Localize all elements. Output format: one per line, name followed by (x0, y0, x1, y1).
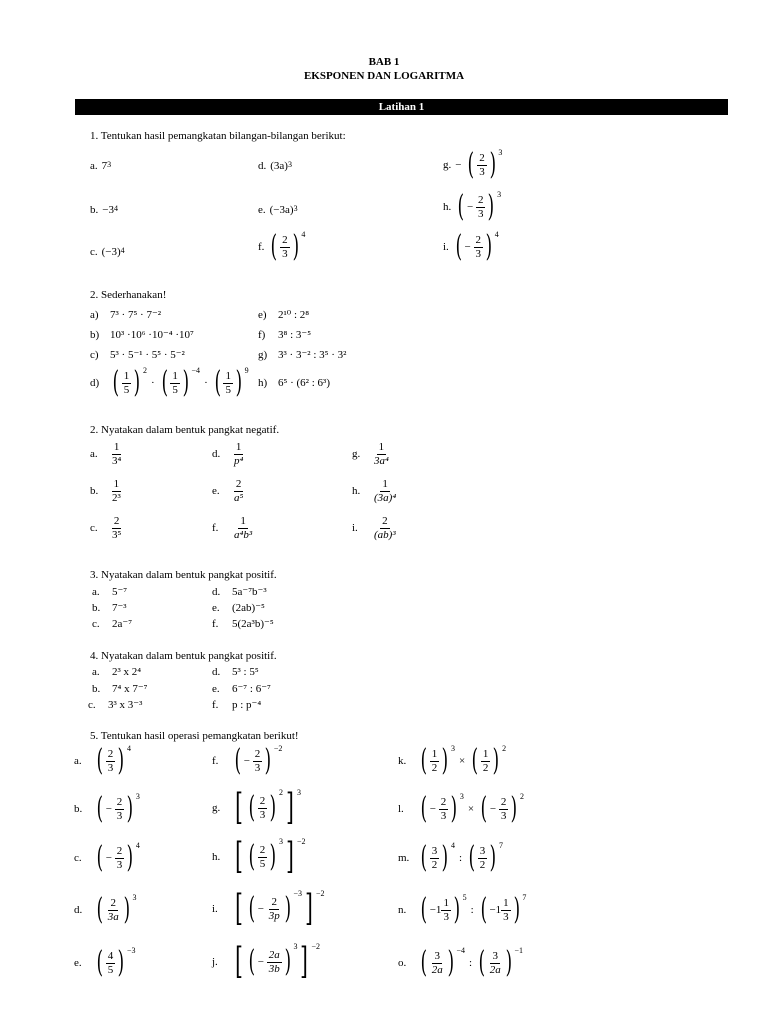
num: 2 (107, 747, 114, 760)
num: 1 (240, 515, 246, 527)
item-label: d. (212, 448, 221, 461)
sign: − (464, 241, 471, 253)
exp: −3 (126, 946, 136, 955)
operator: × (458, 755, 466, 767)
den: 3a⁴ (374, 454, 389, 467)
expression: 7⁴ x 7⁻⁷ (112, 683, 148, 695)
item-5c (88, 698, 142, 711)
exp: 3 (293, 942, 298, 951)
item-6o: o. ( $\frac{3}{2a}$ ) −4 : ( $\frac{3}{2a}$ ) −1 (398, 945, 523, 980)
exercise-banner: Latihan 1 (75, 99, 728, 115)
den: 3 (116, 858, 123, 871)
base: −3 (102, 204, 114, 216)
item-3c (90, 515, 123, 541)
item-4f (212, 617, 274, 630)
item-label: e. (212, 601, 220, 614)
item-label: i. (212, 903, 218, 915)
item-1i: i. ( − $\frac{2}{3}$ ) 4 (443, 229, 499, 264)
item-label: e. (212, 682, 220, 695)
exp: 3 (107, 160, 112, 169)
expression: 3³ x 3⁻³ (108, 699, 143, 711)
item-label: c. (90, 522, 98, 535)
item-6h: h. [ ( $\frac{2}{5}$ ) 3 ] −2 (212, 836, 306, 877)
item-5f (212, 698, 261, 711)
item-label: e. (258, 204, 266, 216)
den: 2 (482, 761, 489, 774)
num: 2 (271, 895, 277, 908)
item-4d (212, 585, 267, 598)
expression: 7³ · 7⁵ · 7⁻² (110, 309, 162, 321)
outer-exp: 3 (297, 788, 302, 797)
base: (3a) (270, 160, 288, 172)
expression: 2¹⁰ : 2⁸ (278, 309, 310, 321)
exp: 7 (498, 841, 503, 850)
num: 2 (235, 478, 242, 490)
den: 3p (268, 909, 280, 922)
den: 3 (503, 910, 509, 923)
den: 5 (123, 383, 130, 396)
item-6i: i. [ ( − $\frac{2}{3p}$ ) −3 ] −2 (212, 888, 325, 929)
num: 1 (482, 747, 489, 760)
item-label: g. (212, 802, 221, 814)
den: (ab)³ (374, 528, 396, 541)
item-label: f. (212, 698, 219, 711)
item-6g: g. [ ( $\frac{2}{3}$ ) 2 ] 3 (212, 787, 302, 828)
operator: : (458, 852, 462, 864)
den: 3 (477, 207, 484, 220)
den: 3 (443, 910, 449, 923)
base: (−3) (101, 246, 121, 258)
item-label: b) (90, 328, 100, 341)
sign: − (429, 803, 436, 815)
den: 3 (107, 761, 114, 774)
item-label: h) (258, 377, 268, 389)
den: 3⁵ (112, 528, 122, 541)
num: 3 (479, 844, 486, 857)
item-label: l. (398, 803, 404, 815)
den: 2³ (112, 491, 121, 504)
num: 2 (254, 747, 261, 760)
exp: 4 (135, 841, 140, 850)
num: 3 (434, 949, 440, 962)
exp: 2 (502, 744, 507, 753)
den: 3 (116, 809, 123, 822)
sign: − (243, 755, 250, 767)
num: 1 (235, 441, 242, 453)
num: 2 (282, 233, 288, 246)
den: 3 (282, 247, 288, 260)
item-label: c. (92, 617, 100, 630)
item-1d (258, 160, 292, 172)
operator: × (467, 803, 475, 815)
item-label: d. (74, 904, 83, 916)
item-label: i. (352, 522, 358, 535)
page-title: EKSPONEN DAN LOGARITMA (303, 70, 465, 82)
num: 1 (113, 478, 120, 490)
num: 1 (225, 369, 231, 382)
chapter-label: BAB 1 (368, 56, 400, 68)
expression: p : p⁻⁴ (232, 699, 262, 711)
exp: 4 (126, 744, 131, 753)
item-label: b. (92, 601, 101, 614)
item-label: k. (398, 755, 407, 767)
num: 1 (503, 896, 509, 909)
num: 2 (477, 193, 484, 206)
exp: 5 (462, 893, 467, 902)
item-6n: n. ( −1 $\frac{1}{3}$ ) 5 : ( −1 $\frac{1}{3}$ ) 7 (398, 892, 527, 927)
num: 2a (268, 948, 280, 961)
item-3e (212, 478, 245, 504)
item-label: f) (258, 328, 266, 341)
outer-exp: −2 (316, 889, 325, 898)
item-label: f. (212, 755, 219, 767)
item-2b (90, 328, 194, 341)
item-label: g) (258, 348, 268, 361)
den: (3a)⁴ (374, 491, 397, 504)
num: 2 (110, 896, 116, 909)
item-label: o. (398, 957, 407, 969)
expression: 7⁻³ (112, 602, 127, 614)
exp: 4 (301, 230, 306, 239)
item-6l: l. ( − $\frac{2}{3}$ ) 3 × ( − $\frac{2}{3}$ ) 2 (398, 791, 525, 826)
den: 3a (107, 910, 119, 923)
item-1a (90, 160, 111, 172)
exp: 3 (497, 190, 502, 199)
item-label: e) (258, 308, 267, 321)
den: 2 (431, 858, 438, 871)
item-label: a. (92, 585, 100, 598)
den: 2a (489, 963, 501, 976)
item-label: d) (90, 377, 100, 389)
num: 3 (492, 949, 498, 962)
item-2e (258, 308, 309, 321)
item-2a (90, 308, 161, 321)
item-label: c. (88, 698, 96, 711)
operator: : (468, 957, 473, 969)
item-1c (90, 246, 125, 258)
base: (−3a) (269, 204, 294, 216)
item-label: a. (90, 448, 98, 461)
sign: −1 (429, 904, 442, 916)
base: 7 (101, 160, 108, 172)
exp: −3 (293, 889, 302, 898)
num: 2 (116, 795, 123, 808)
item-4c (92, 617, 132, 630)
item-label: f. (258, 241, 265, 253)
item-label: e. (212, 485, 220, 498)
den: 3b (268, 962, 280, 975)
item-1f: f. ( $\frac{2}{3}$ ) 4 (258, 229, 306, 264)
exp: 3 (287, 160, 292, 169)
item-1h: h. ( − $\frac{2}{3}$ ) 3 (443, 189, 502, 224)
item-label: h. (443, 201, 452, 213)
item-6f: f. ( − $\frac{2}{3}$ ) −2 (212, 743, 283, 778)
den: a⁴b³ (234, 528, 253, 541)
expression: 3³ · 3⁻² : 3⁵ · 3² (278, 349, 347, 361)
exp: 2 (520, 792, 525, 801)
item-label: a. (90, 160, 98, 172)
expression: 6⁻⁷ : 6⁻⁷ (232, 683, 271, 695)
exp: −4 (456, 946, 465, 955)
num: 1 (123, 369, 130, 382)
den: 2a (431, 963, 443, 976)
item-label: b. (92, 682, 101, 695)
item-label: c) (90, 348, 99, 361)
exp: 3 (132, 893, 137, 902)
question-6: 5. Tentukan hasil operasi pemangkatan berikut! (90, 730, 299, 742)
num: 1 (113, 441, 120, 453)
den: 3 (440, 809, 447, 822)
num: 3 (431, 844, 438, 857)
den: 5 (225, 383, 231, 396)
item-6j: j. [ ( − $\frac{2a}{3b}$ ) 3 ] −2 (212, 941, 321, 982)
num: 1 (378, 441, 385, 453)
item-1b (90, 204, 118, 216)
item-1g: g. − ( $\frac{2}{3}$ ) 3 (443, 147, 503, 182)
expression: 5a⁻⁷b⁻³ (232, 586, 267, 598)
den: 3 (254, 761, 261, 774)
item-6e: e. ( $\frac{4}{5}$ ) −3 (74, 945, 136, 980)
expression: 2³ x 2⁴ (112, 666, 142, 678)
item-label: g. (352, 448, 361, 461)
num: 4 (107, 949, 114, 962)
exp: 4 (120, 246, 125, 255)
den: 5 (172, 383, 178, 396)
den: 3 (479, 165, 485, 178)
num: 2 (116, 844, 123, 857)
num: 2 (479, 151, 485, 164)
item-label: b. (74, 803, 83, 815)
sign: − (105, 852, 112, 864)
item-5a (92, 666, 141, 678)
item-label: d. (212, 585, 221, 598)
exp: 7 (522, 893, 527, 902)
exp: 4 (494, 230, 499, 239)
item-label: c. (90, 246, 98, 258)
item-label: f. (212, 617, 219, 630)
expression: 2a⁻⁷ (112, 618, 133, 630)
exp: 4 (113, 204, 118, 213)
item-label: b. (90, 204, 99, 216)
item-3b (90, 478, 123, 504)
den: 3⁴ (112, 454, 122, 467)
item-1e (258, 204, 298, 216)
item-label: i. (443, 241, 449, 253)
question-3: 2. Nyatakan dalam bentuk pangkat negatif. (90, 424, 280, 436)
item-2d: d) ( $\frac{1}{5}$ ) 2 · ( $\frac{1}{5}$ ) −4 · ( $\frac{1}{5}$ ) 9 (90, 365, 249, 400)
exp: 3 (498, 148, 503, 157)
num: 1 (443, 896, 449, 909)
num: 1 (172, 369, 178, 382)
exp: 2 (278, 788, 283, 797)
item-5e (212, 682, 271, 695)
item-6m: m. ( $\frac{3}{2}$ ) 4 : ( $\frac{3}{2}$ ) 7 (398, 840, 503, 875)
den: 3 (475, 247, 481, 260)
exp: 3 (278, 837, 283, 846)
den: 5 (107, 963, 114, 976)
item-2g (258, 348, 346, 361)
num: 2 (259, 794, 266, 807)
item-label: g. (443, 159, 452, 171)
num: 2 (382, 515, 388, 527)
item-3d (212, 441, 245, 467)
exp: −4 (191, 366, 201, 375)
exp: 9 (244, 366, 249, 375)
sign: − (257, 956, 264, 968)
item-2c (90, 348, 185, 361)
item-3a (90, 441, 123, 467)
question-1: 1. Tentukan hasil pemangkatan bilangan-bilangan berikut: (90, 130, 346, 142)
sign: − (105, 803, 112, 815)
item-4a (92, 585, 127, 598)
expression: 10³ ·10⁶ ·10⁻⁴ ·10⁷ (110, 329, 194, 341)
item-6k: k. ( $\frac{1}{2}$ ) 3 × ( $\frac{1}{2}$ ) 2 (398, 743, 507, 778)
item-label: d. (258, 160, 267, 172)
sign: − (455, 159, 462, 171)
den: 3 (259, 808, 266, 821)
item-4e (212, 601, 265, 614)
den: 2 (431, 761, 438, 774)
item-3f (212, 515, 254, 541)
expression: 5(2a³b)⁻⁵ (232, 618, 274, 630)
item-3h (352, 478, 398, 504)
sign: − (466, 201, 474, 213)
item-6a: a. ( $\frac{2}{3}$ ) 4 (74, 743, 131, 778)
den: 5 (259, 857, 266, 870)
num: 2 (440, 795, 447, 808)
num: 1 (382, 478, 388, 490)
expression: 6⁵ · (6² : 6³) (278, 377, 330, 389)
den: a⁵ (234, 491, 244, 504)
item-3g (352, 441, 391, 467)
outer-exp: −2 (297, 837, 306, 846)
item-label: f. (212, 522, 219, 535)
operator: : (470, 904, 474, 916)
exp: 3 (135, 792, 140, 801)
expression: 5³ : 5⁵ (232, 666, 259, 678)
num: 2 (113, 515, 120, 527)
expression: 5⁻⁷ (112, 586, 128, 598)
item-2h (258, 377, 330, 389)
item-label: n. (398, 904, 407, 916)
exp: 3 (450, 744, 455, 753)
expression: (2ab)⁻⁵ (232, 602, 265, 614)
item-4b (92, 601, 127, 614)
item-6b: b. ( − $\frac{2}{3}$ ) 3 (74, 791, 140, 826)
item-label: a. (74, 755, 82, 767)
item-label: e. (74, 957, 82, 969)
den: p⁴ (234, 454, 244, 467)
question-4: 3. Nyatakan dalam bentuk pangkat positif. (90, 569, 277, 581)
item-6d: d. ( $\frac{2}{3a}$ ) 3 (74, 892, 137, 927)
item-label: m. (398, 852, 410, 864)
expression: 3⁸ : 3⁻⁵ (278, 329, 312, 341)
exp: −2 (273, 744, 283, 753)
exp: 3 (459, 792, 464, 801)
expression: 5³ · 5⁻¹ · 5⁵ · 5⁻² (110, 349, 185, 361)
item-5b (92, 682, 147, 695)
outer-exp: −2 (311, 942, 321, 951)
question-2: 2. Sederhanakan! (90, 289, 167, 301)
item-2f (258, 328, 311, 341)
question-5: 4. Nyatakan dalam bentuk pangkat positif. (90, 650, 277, 662)
exp: 2 (142, 366, 147, 375)
den: 3 (500, 809, 507, 822)
item-5d (212, 666, 259, 678)
sign: − (489, 803, 497, 815)
num: 2 (475, 233, 481, 246)
item-label: d. (212, 666, 221, 678)
num: 2 (500, 795, 507, 808)
item-label: a. (92, 666, 100, 678)
sign: −1 (489, 904, 502, 916)
den: 2 (479, 858, 486, 871)
item-3i (352, 515, 398, 541)
item-label: a) (90, 308, 99, 321)
item-label: c. (74, 852, 82, 864)
sign: − (257, 903, 264, 915)
item-6c: c. ( − $\frac{2}{3}$ ) 4 (74, 840, 140, 875)
item-label: h. (212, 851, 221, 863)
num: 1 (431, 747, 438, 760)
item-label: j. (212, 956, 218, 968)
exp: 4 (450, 841, 455, 850)
item-label: b. (90, 485, 99, 498)
num: 2 (259, 843, 266, 856)
exp: −1 (514, 946, 523, 955)
exp: 3 (293, 204, 298, 213)
item-label: h. (352, 485, 361, 498)
